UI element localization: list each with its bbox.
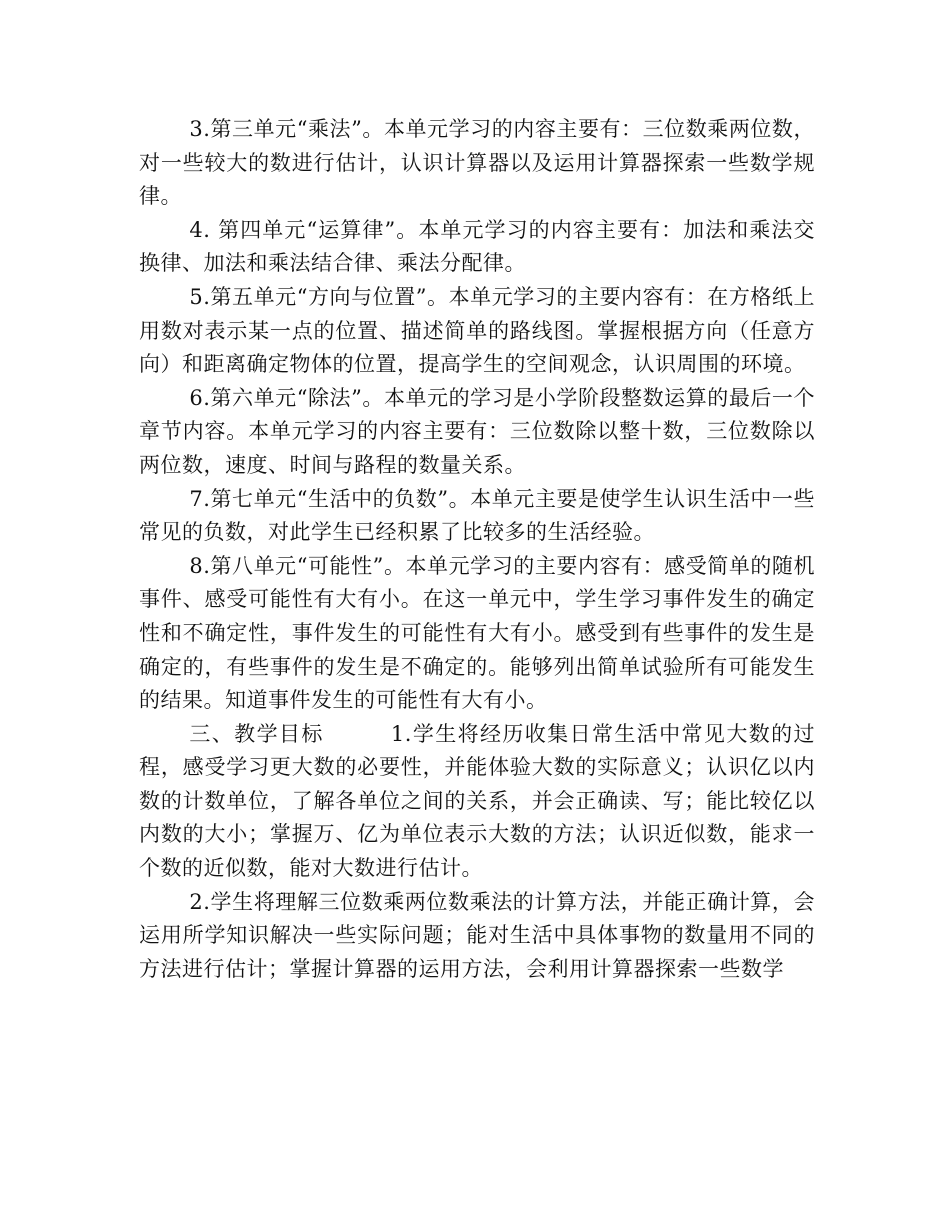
document-body bbox=[139, 113, 815, 986]
paragraph-unit-7: 7.第七单元“生活中的负数”。本单元主要是使学生认识生活中一些常见的负数，对此学生已经积累了比较多的生活经验。 bbox=[139, 486, 815, 545]
paragraph-unit-4: 4. 第四单元“运算律”。本单元学习的内容主要有：加法和乘法交换律、加法和乘法结合律、乘法分配律。 bbox=[139, 217, 815, 276]
paragraph-unit-6: 6.第六单元“除法”。本单元的学习是小学阶段整数运算的最后一个章节内容。本单元学习的内容主要有：三位数除以整十数，三位数除以两位数，速度、时间与路程的数量关系。 bbox=[139, 385, 815, 477]
paragraph-teaching-goals-2: 2.学生将理解三位数乘两位数乘法的计算方法，并能正确计算，会运用所学知识解决一些实际问题；能对生活中具体事物的数量用不同的方法进行估计；掌握计算器的运用方法，会利用计算器探索一些数学 bbox=[139, 889, 815, 981]
paragraph-unit-3: 3.第三单元“乘法”。本单元学习的内容主要有：三位数乘两位数，对一些较大的数进行估计，认识计算器以及运用计算器探索一些数学规律。 bbox=[139, 117, 815, 209]
paragraph-unit-8: 8.第八单元“可能性”。本单元学习的主要内容有：感受简单的随机事件、感受可能性有大有小。在这一单元中，学生学习事件发生的确定性和不确定性，事件发生的可能性有大有小。感受到有些事件的发生是确定的，有些事件的发生是不确定的。能够列出简单试验所有可能发生的结果。知道事件发生的可能性有大有小。 bbox=[139, 553, 815, 713]
paragraph-teaching-goals-1: 三、教学目标 1.学生将经历收集日常生活中常见大数的过程，感受学习更大数的必要性，并能体验大数的实际意义；认识亿以内数的计数单位，了解各单位之间的关系，并会正确读、写；能比较亿以内数的大小；掌握万、亿为单位表示大数的方法；认识近似数，能求一个数的近似数，能对大数进行估计。 bbox=[139, 721, 815, 881]
paragraph-unit-5: 5.第五单元“方向与位置”。本单元学习的主要内容有：在方格纸上用数对表示某一点的位置、描述简单的路线图。掌握根据方向（任意方向）和距离确定物体的位置，提高学生的空间观念，认识周围的环境。 bbox=[139, 284, 815, 377]
